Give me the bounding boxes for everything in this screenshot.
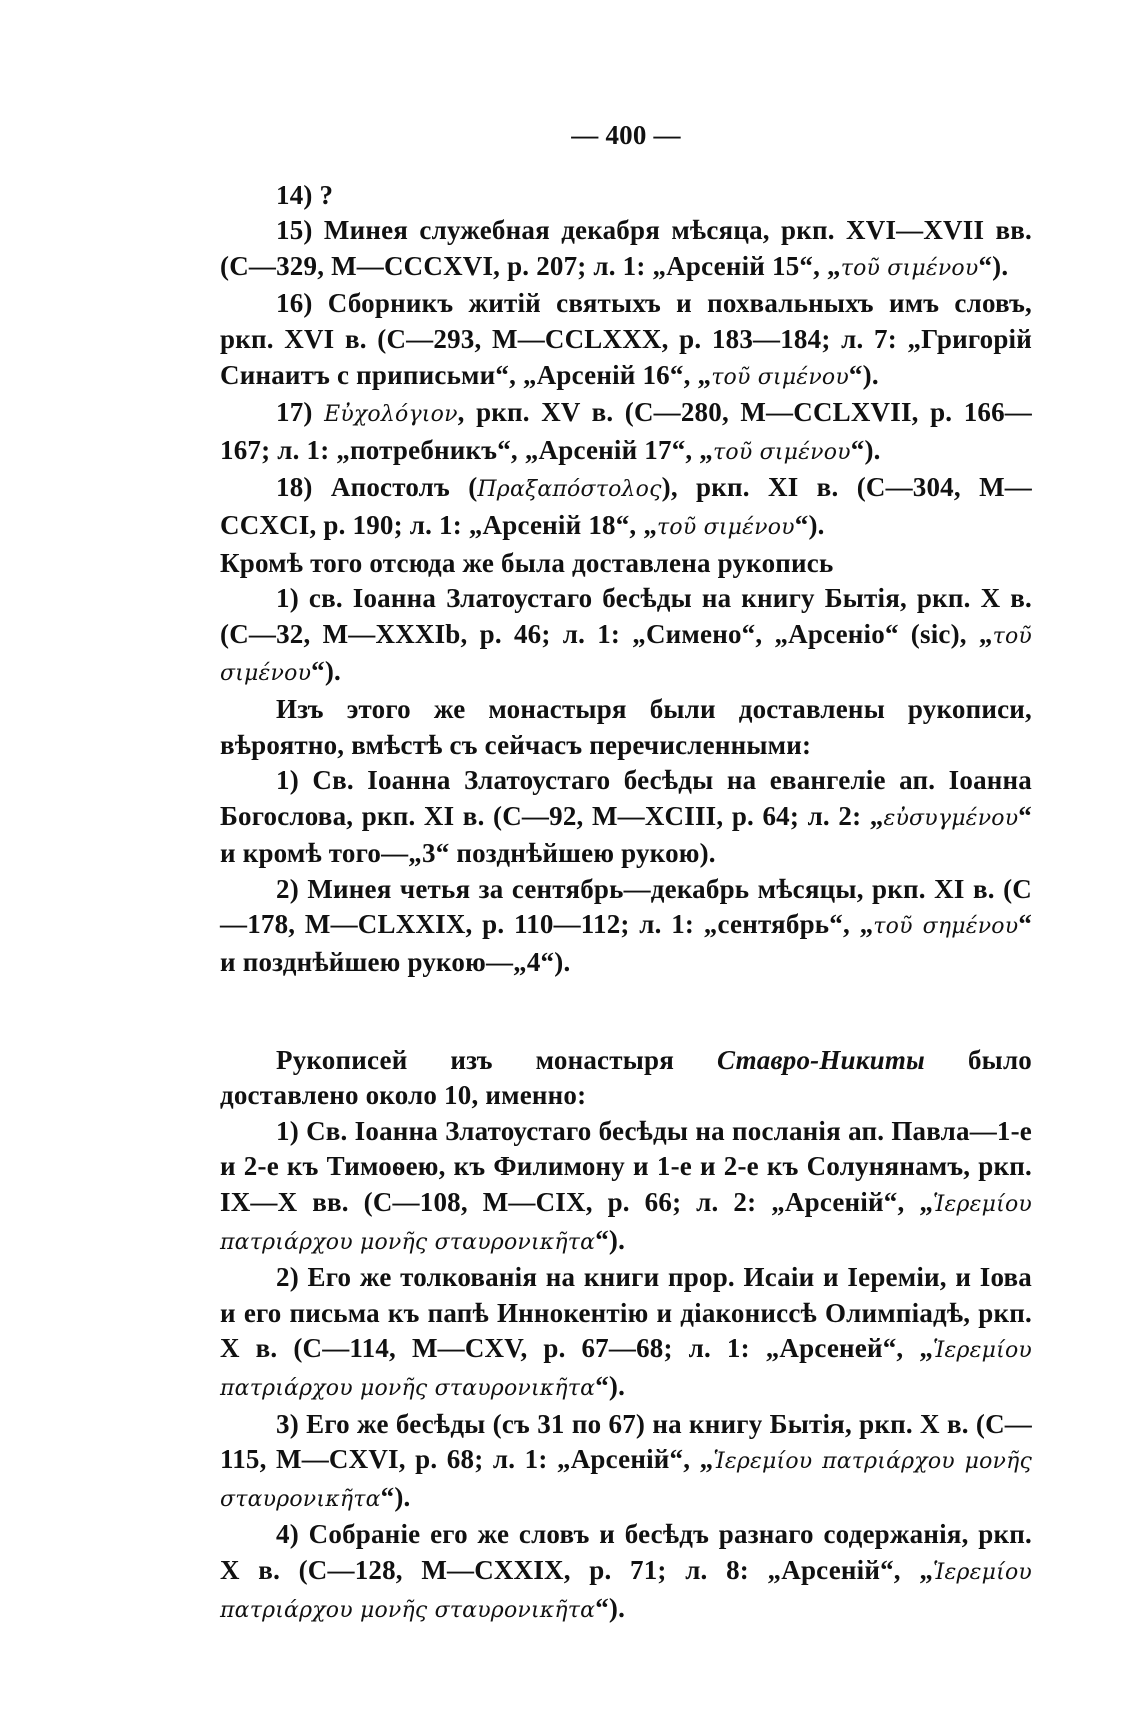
item-number: 1) bbox=[276, 583, 299, 614]
item-tail: “). bbox=[595, 1592, 626, 1623]
item-number: 14) bbox=[276, 179, 313, 210]
item-text: ? bbox=[312, 179, 334, 210]
item-text: , ркп. XV в. (С—280, М—CCLXVII, p. 166—167; л. 1: „потребникъ“, „Арсеній 17“, „ bbox=[220, 397, 1033, 465]
list-item bbox=[220, 763, 1032, 872]
page-number: — 400 — bbox=[571, 120, 681, 150]
item-number: 4) bbox=[276, 1519, 299, 1550]
greek-text: τοῦ σημένου bbox=[873, 914, 1019, 940]
list-item bbox=[220, 213, 1032, 286]
paragraph-also: Изъ этого же монастыря были доставлены рукописи, вѣроятно, вмѣстѣ съ сейчасъ перечисленными: bbox=[220, 693, 1032, 760]
item-number: 16) bbox=[276, 288, 313, 319]
greek-text: Ἱερεμίου πατριάρχου μονῆς σταυρονικῆτα bbox=[220, 1192, 1032, 1255]
item-text: Минея служебная декабря мѣсяца, ркп. XVI—XVII вв. (С—329, М—CCCXVI, p. 207; л. 1: „Арсеній 15“, „ bbox=[220, 215, 1032, 281]
item-number: 2) bbox=[276, 873, 299, 904]
item-tail: “). bbox=[311, 656, 341, 687]
section-gap bbox=[220, 981, 1032, 1043]
item-text: Его же толкованія на книги прор. Исаіи и Іереміи, и Іова и его письма къ папѣ Иннокентію и діакониссѣ Олимпіадѣ, ркп. X в. (С—114, М—CXV, p. 67—68; л. 1: „Арсеней“, „ bbox=[220, 1262, 1032, 1364]
page-body bbox=[220, 118, 1032, 1628]
monastery-name: Ставро-Никиты bbox=[716, 1044, 925, 1075]
list-item bbox=[220, 178, 1032, 214]
item-number: 1) bbox=[276, 1115, 299, 1146]
item-number: 1) bbox=[276, 765, 299, 796]
greek-text: Ἱερεμίου πατριάρχου μονῆς σταυρονικῆτα bbox=[220, 1338, 1032, 1401]
paragraph-stavro-intro bbox=[220, 1043, 1032, 1114]
item-tail: “). bbox=[978, 250, 1009, 281]
list-item bbox=[220, 1260, 1032, 1406]
item-text: Его же бесѣды (съ 31 по 67) на книгу Бытія, ркп. X в. (С—115, М—CXVI, p. 68; л. 1: „Арсеній“, „ bbox=[220, 1408, 1032, 1475]
item-number: 18) bbox=[276, 472, 313, 503]
item-text: Минея четья за сентябрь—декабрь мѣсяцы, ркп. XI в. (С—178, М—CLXXIX, p. 110—112; л. 1: „сентябрь“, „ bbox=[220, 873, 1032, 940]
item-tail: “). bbox=[794, 509, 825, 540]
item-text: Св. Іоанна Златоустаго бесѣды на евангеліе ап. Іоанна Богослова, ркп. XI в. (С—92, М—XCIII, p. 64; л. 2: „ bbox=[220, 765, 1032, 831]
list-item bbox=[220, 1407, 1032, 1518]
item-number: 17) bbox=[276, 397, 313, 428]
item-tail: “). bbox=[848, 359, 879, 390]
intro-text: было доставлено около 10, именно: bbox=[220, 1044, 1032, 1111]
greek-text: τοῦ σιμένου bbox=[713, 439, 851, 465]
item-tail: “ и позднѣйшею рукою—„4“). bbox=[220, 909, 1033, 978]
list-item bbox=[220, 872, 1032, 981]
list-item bbox=[220, 286, 1032, 395]
item-tail: “). bbox=[595, 1371, 626, 1401]
intro-text: Рукописей изъ монастыря bbox=[276, 1044, 717, 1075]
greek-text: εὐσυγμένου bbox=[883, 805, 1019, 831]
list-item bbox=[220, 1517, 1032, 1628]
item-text: ), ркп. XI в. (С—304, М—CCXCI, p. 190; л. 1: „Арсеній 18“, „ bbox=[220, 472, 1032, 540]
greek-text: τοῦ σιμένου bbox=[220, 623, 1032, 687]
item-tail: “). bbox=[850, 434, 881, 465]
greek-text: τοῦ σιμένου bbox=[711, 364, 849, 390]
list-item bbox=[220, 395, 1032, 470]
item-text: Собраніе его же словъ и бесѣдъ разнаго содержанія, ркп. X в. (С—128, М—CXXIX, p. 71; л. 8: „Арсеній“, „ bbox=[220, 1519, 1032, 1585]
greek-text: Ἱερεμίου πατριάρχου μονῆς σταυρονικῆτα bbox=[220, 1449, 1032, 1512]
greek-text: Εὐχολόγιον bbox=[324, 402, 458, 428]
item-number: 15) bbox=[276, 215, 313, 246]
item-text: Апостолъ ( bbox=[312, 472, 478, 503]
list-item bbox=[220, 1114, 1032, 1260]
item-text: св. Іоанна Златоустаго бесѣды на книгу Бытія, ркп. X в. (С—32, М—XXXIb, p. 46; л. 1: „Симено“, „Арсеніо“ (sic), „ bbox=[220, 583, 1032, 649]
item-tail: “). bbox=[380, 1481, 411, 1512]
item-number: 3) bbox=[276, 1408, 299, 1439]
paragraph-besides: Кромѣ того отсюда же была доставлена рукопись bbox=[220, 547, 834, 578]
item-text: Св. Іоанна Златоустаго бесѣды на посланія ап. Павла—1-е и 2-е къ Тимоѳею, къ Филимону и 1-е и 2-е къ Солунянамъ, ркп. IX—X вв. (С—108, М—CIX, p. 66; л. 2: „Арсеній“, „ bbox=[220, 1115, 1032, 1218]
greek-text: τοῦ σιμένου bbox=[840, 255, 979, 281]
greek-text: Ἱερεμίου πατριάρχου μονῆς σταυρονικῆτα bbox=[220, 1559, 1032, 1623]
item-number: 2) bbox=[276, 1262, 299, 1293]
list-item bbox=[220, 581, 1032, 692]
item-text: Сборникъ житій святыхъ и похвальныхъ имъ словъ, ркп. XVI в. (С—293, М—CCLXXX, p. 183—184; л. 7: „Григорій Синаитъ с приписьми“, „Арсеній 16“, „ bbox=[220, 288, 1032, 390]
item-tail: “ и кромѣ того—„3“ позднѣйшею рукою). bbox=[220, 800, 1032, 869]
item-tail: “). bbox=[595, 1224, 626, 1255]
list-item bbox=[220, 470, 1032, 545]
greek-text: τοῦ σιμένου bbox=[657, 514, 795, 540]
greek-text: Πραξαπόστολος bbox=[477, 477, 662, 503]
